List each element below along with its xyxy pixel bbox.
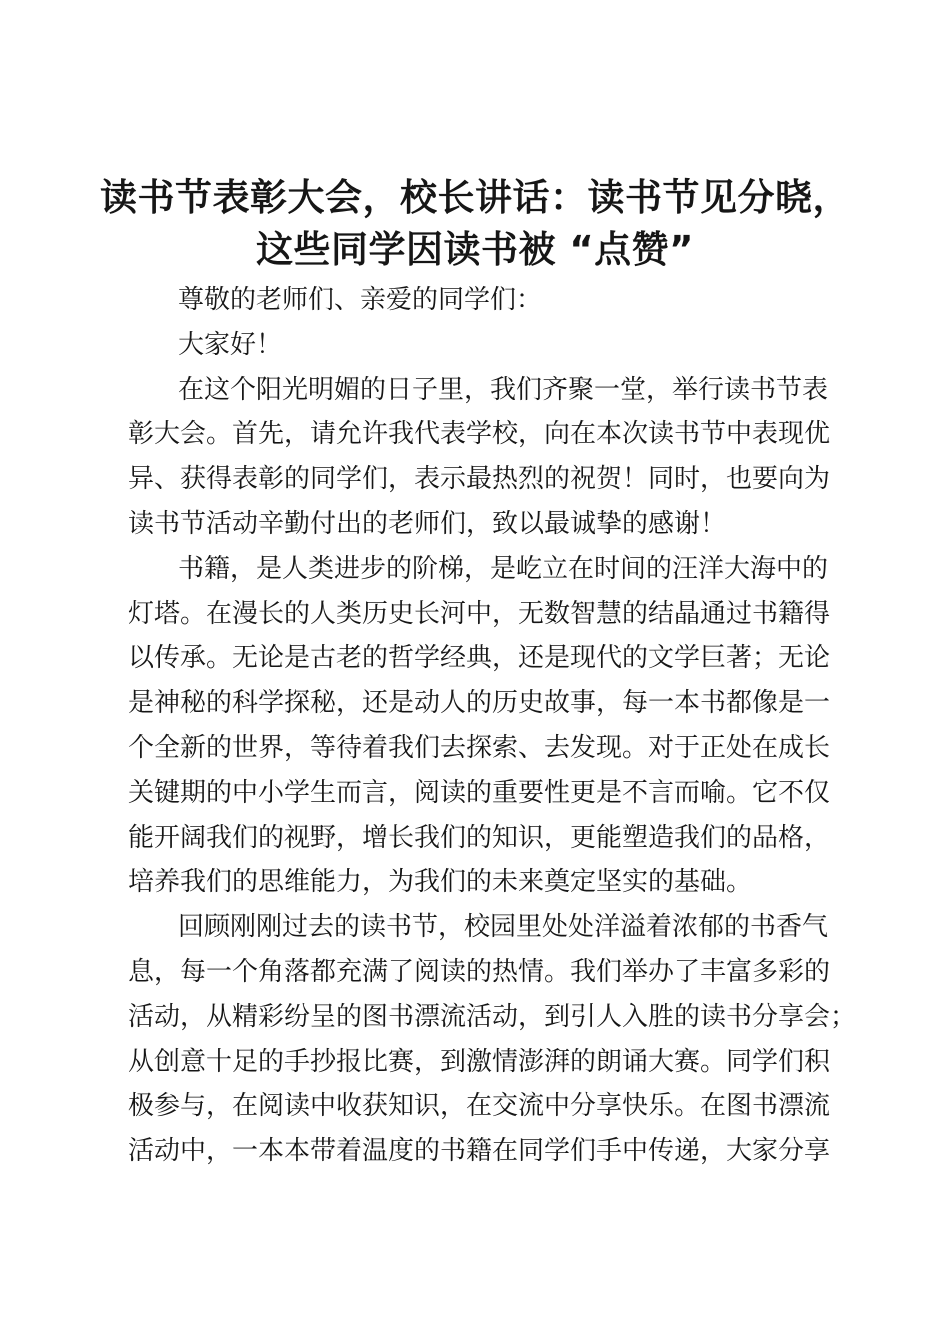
paragraph-line: 书籍，是人类进步的阶梯，是屹立在时间的汪洋大海中的 [178, 553, 829, 584]
body-paragraph-3 [128, 905, 857, 1174]
body-paragraph-2 [128, 547, 838, 905]
paragraph-line: 以传承。无论是古老的哲学经典，还是现代的文学巨著；无论 [128, 643, 831, 674]
paragraph-line: 个全新的世界，等待着我们去探索、去发现。对于正处在成长 [128, 732, 831, 763]
title-line-1: 读书节表彰大会，校长讲话：读书节见分晓， [100, 176, 850, 219]
document-body [128, 278, 857, 1174]
paragraph-line: 在这个阳光明媚的日子里，我们齐聚一堂，举行读书节表 [178, 374, 829, 405]
paragraph-line: 能开阔我们的视野，增长我们的知识，更能塑造我们的品格， [128, 822, 831, 853]
paragraph-line: 活动，从精彩纷呈的图书漂流活动，到引人入胜的读书分享会； [128, 1001, 857, 1032]
greeting-paragraph [128, 323, 838, 368]
paragraph-line: 尊敬的老师们、亲爱的同学们： [178, 285, 543, 315]
paragraph-line: 培养我们的思维能力，为我们的未来奠定坚实的基础。 [128, 867, 753, 898]
salutation-paragraph [128, 278, 838, 323]
paragraph-line: 是神秘的科学探秘，还是动人的历史故事，每一本书都像是一 [128, 688, 831, 719]
paragraph-line: 关键期的中小学生而言，阅读的重要性更是不言而喻。它不仅 [128, 777, 831, 808]
paragraph-line: 从创意十足的手抄报比赛，到激情澎湃的朗诵大赛。同学们积 [128, 1046, 831, 1077]
document-title [100, 172, 850, 276]
paragraph-line: 大家好！ [178, 329, 283, 360]
paragraph-line: 息，每一个角落都充满了阅读的热情。我们举办了丰富多彩的 [128, 956, 831, 987]
title-line-2: 这些同学因读书被 “点赞” [255, 228, 694, 271]
paragraph-line: 回顾刚刚过去的读书节，校园里处处洋溢着浓郁的书香气 [178, 912, 829, 943]
paragraph-line: 异、获得表彰的同学们，表示最热烈的祝贺！同时，也要向为 [128, 464, 831, 495]
paragraph-line: 彰大会。首先，请允许我代表学校，向在本次读书节中表现优 [128, 419, 831, 450]
paragraph-line: 灯塔。在漫长的人类历史长河中，无数智慧的结晶通过书籍得 [128, 598, 831, 629]
paragraph-line: 读书节活动辛勤付出的老师们，致以最诚挚的感谢！ [128, 508, 727, 539]
body-paragraph-1 [128, 368, 838, 547]
paragraph-line: 极参与，在阅读中收获知识，在交流中分享快乐。在图书漂流 [128, 1091, 831, 1122]
paragraph-line: 活动中，一本本带着温度的书籍在同学们手中传递，大家分享 [128, 1136, 831, 1167]
